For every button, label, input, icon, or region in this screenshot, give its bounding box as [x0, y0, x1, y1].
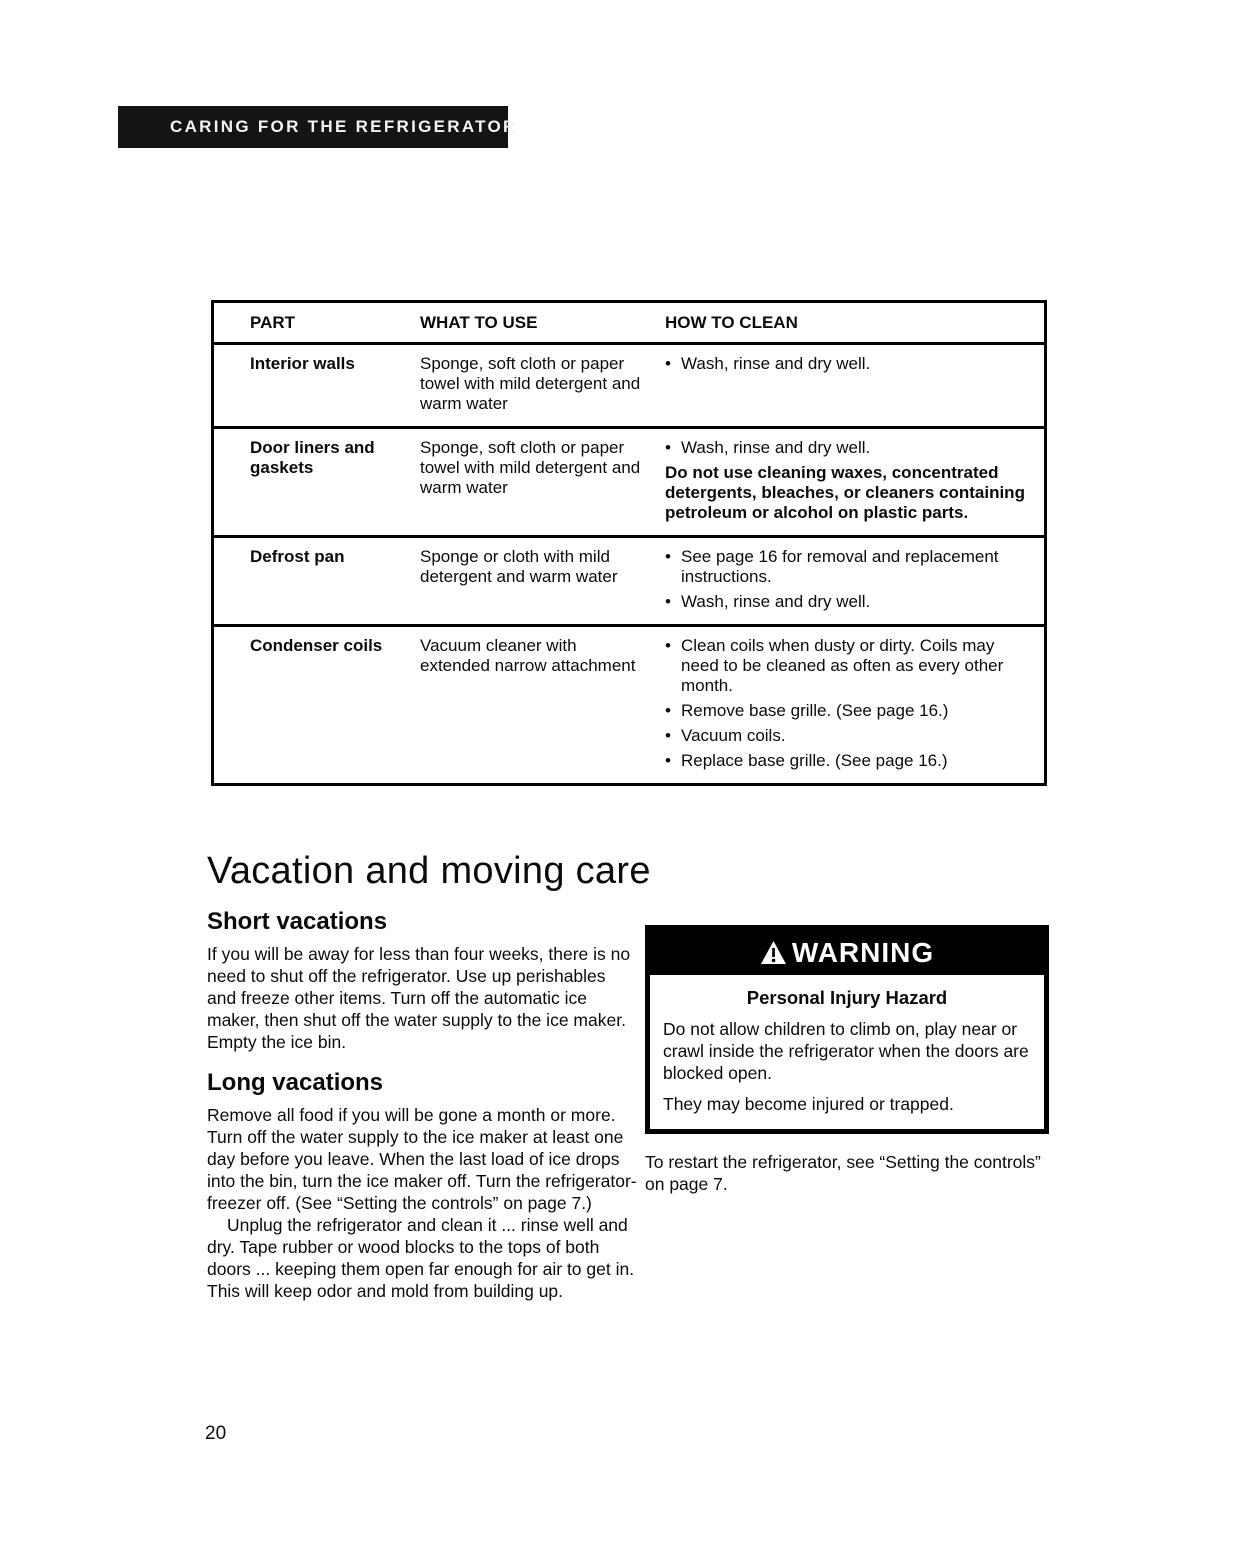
bullet-item [665, 751, 1030, 771]
bullet-item [665, 547, 1030, 587]
table-row [214, 345, 1044, 426]
short-vacations-heading: Short vacations [207, 908, 388, 935]
bullet-text: Clean coils when dusty or dirty. Coils may need to be cleaned as often as every other month. [681, 636, 1004, 695]
bullet-icon: • [665, 701, 671, 720]
table-row [214, 426, 1044, 535]
page-title: Vacation and moving care [207, 850, 651, 892]
bullet-icon: • [665, 592, 671, 611]
table-header-what-to-use: WHAT TO USE [420, 312, 538, 332]
cell-part: Condenser coils [250, 636, 383, 655]
bullet-icon: • [665, 438, 671, 457]
bullet-icon: • [665, 726, 671, 745]
warning-header [650, 930, 1044, 975]
right-column [645, 925, 1049, 1195]
table-header-part: PART [250, 312, 296, 332]
bullet-text: Wash, rinse and dry well. [681, 592, 871, 611]
bullet-item [665, 354, 1030, 374]
cell-part: Defrost pan [250, 547, 345, 566]
bullet-item [665, 726, 1030, 746]
hazard-title: Personal Injury Hazard [746, 987, 948, 1008]
warning-triangle-icon [760, 940, 787, 965]
bullet-text: Replace base grille. (See page 16.) [681, 751, 948, 770]
bullet-icon: • [665, 636, 671, 655]
bullet-icon: • [665, 751, 671, 770]
warning-paragraph-1: Do not allow children to climb on, play near or crawl inside the refrigerator when the doors are blocked open. [663, 1019, 1029, 1083]
table-row [214, 535, 1044, 624]
bullet-icon: • [665, 354, 671, 373]
cell-what-to-use: Sponge, soft cloth or paper towel with mild detergent and warm water [420, 354, 641, 413]
bullet-text: Wash, rinse and dry well. [681, 438, 871, 457]
cell-what-to-use: Vacuum cleaner with extended narrow attachment [420, 636, 636, 675]
warning-title: WARNING [791, 936, 935, 968]
cleaning-table [211, 300, 1047, 786]
long-vacations-paragraph-2: Unplug the refrigerator and clean it ... rinse well and dry. Tape rubber or wood blocks to the tops of both doors ... keeping them open far enough for air to get in. This will keep odor and mold from building up. [207, 1215, 635, 1301]
bullet-text: Remove base grille. (See page 16.) [681, 701, 949, 720]
long-vacations-paragraph-1: Remove all food if you will be gone a month or more. Turn off the water supply to the ice maker at least one day before you leave. When the last load of ice drops into the bin, turn the ice maker off. Turn the refrigerator-freezer off. (See “Setting the controls” on page 7.) [207, 1105, 637, 1213]
cell-part: Interior walls [250, 354, 355, 373]
bullet-text: Wash, rinse and dry well. [681, 354, 871, 373]
restart-note: To restart the refrigerator, see “Setting the controls” on page 7. [645, 1152, 1041, 1194]
bullet-item [665, 438, 1030, 458]
short-vacations-paragraph: If you will be away for less than four weeks, there is no need to shut off the refrigerator. Use up perishables and freeze other items. Turn off the automatic ice maker, then shut off the water supply to the ice maker. Empty the ice bin. [207, 944, 631, 1052]
bold-warning-note: Do not use cleaning waxes, concentrated detergents, bleaches, or cleaners containing petroleum or alcohol on plastic parts. [665, 463, 1025, 522]
cell-what-to-use: Sponge, soft cloth or paper towel with mild detergent and warm water [420, 438, 641, 497]
section-banner: CARING FOR THE REFRIGERATOR [118, 106, 508, 148]
page-number: 20 [205, 1423, 227, 1444]
bullet-text: Vacuum coils. [681, 726, 786, 745]
table-header-row [214, 303, 1044, 345]
warning-body [650, 975, 1044, 1129]
cell-how-to-clean [665, 636, 1044, 771]
warning-paragraph-2: They may become injured or trapped. [663, 1094, 954, 1114]
cell-how-to-clean [665, 438, 1044, 523]
cell-what-to-use: Sponge or cloth with mild detergent and warm water [420, 547, 618, 586]
left-column [207, 908, 637, 1302]
cell-how-to-clean [665, 354, 1044, 414]
bullet-item [665, 636, 1030, 696]
bullet-item [665, 701, 1030, 721]
cell-how-to-clean [665, 547, 1044, 612]
table-header-how-to-clean: HOW TO CLEAN [665, 312, 798, 332]
long-vacations-heading: Long vacations [207, 1069, 384, 1096]
bullet-text: See page 16 for removal and replacement instructions. [681, 547, 999, 586]
cell-part: Door liners and gaskets [250, 438, 375, 477]
bullet-item [665, 592, 1030, 612]
table-row [214, 624, 1044, 783]
warning-box [645, 925, 1049, 1134]
bullet-icon: • [665, 547, 671, 566]
